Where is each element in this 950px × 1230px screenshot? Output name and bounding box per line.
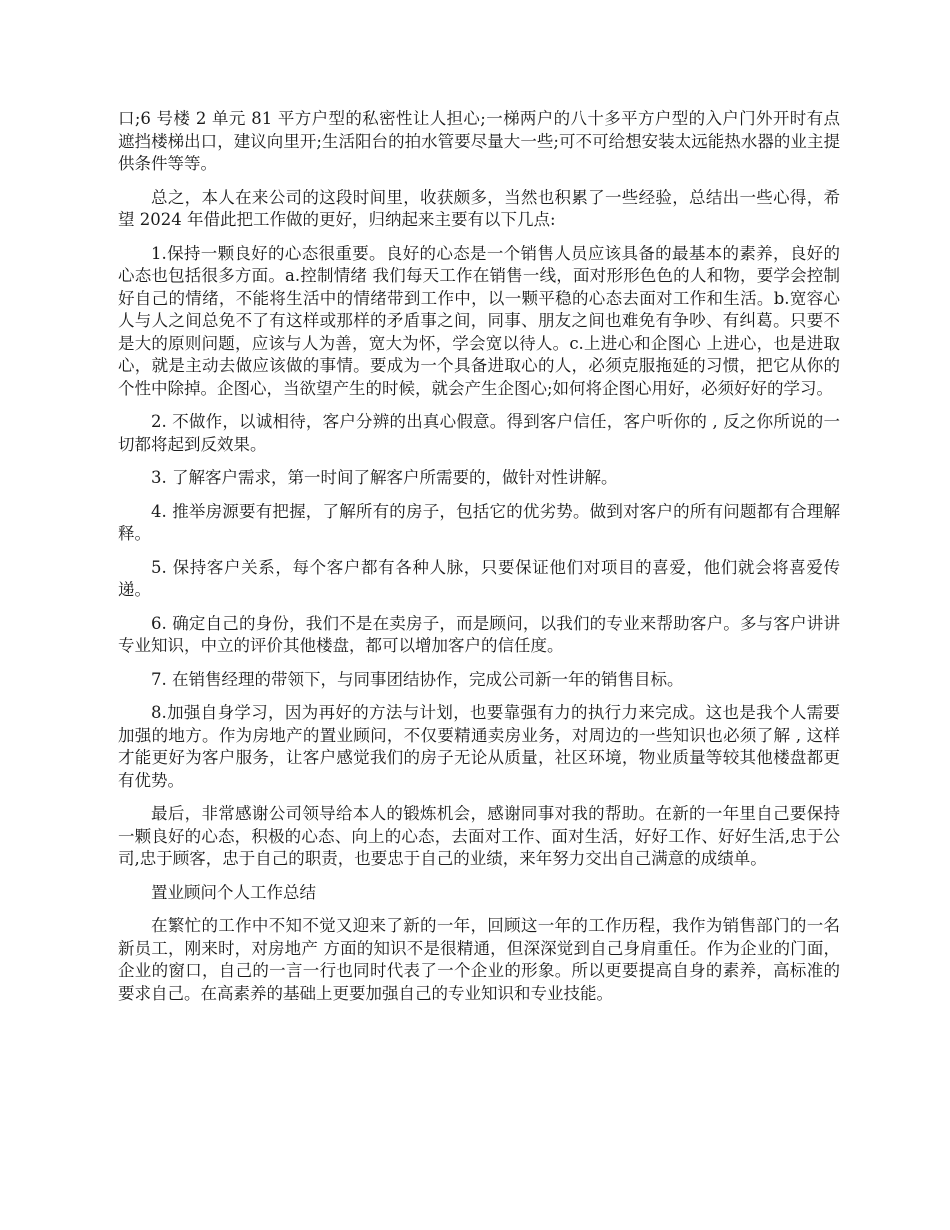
paragraph-point-6: 6. 确定自己的身份，我们不是在卖房子，而是顾问，以我们的专业来帮助客户。多与客户讲讲专业知识，中立的评价其他楼盘，都可以增加客户的信任度。: [118, 613, 840, 655]
paragraph-point-7: 7. 在销售经理的带领下，与同事团结协作，完成公司新一年的销售目标。: [151, 669, 684, 689]
paragraph-point-4: 4. 推举房源要有把握，了解所有的房子，包括它的优劣势。做到对客户的所有问题都有合理解释。: [118, 501, 840, 543]
section-heading: 置业顾问个人工作总结: [151, 882, 316, 902]
paragraph-continued: 口;6 号楼 2 单元 81 平方户型的私密性让人担心;一梯两户的八十多平方户型的入户门外开时有点遮挡楼梯出口，建议向里开;生活阳台的拍水管要尽量大一些;可不可给想安装太远能热水器的业主提供条件等等。: [118, 109, 840, 173]
paragraph-closing: 最后，非常感谢公司领导给本人的锻炼机会，感谢同事对我的帮助。在新的一年里自己要保持一颗良好的心态，积极的心态、向上的心态，去面对工作、面对生活，好好工作、好好生活,忠于公司,忠于顾客，忠于自己的职责，也要忠于自己的业绩，来年努力交出自己满意的成绩单。: [118, 804, 840, 868]
paragraph-summary-intro: 总之，本人在来公司的这段时间里，收获颇多，当然也积累了一些经验，总结出一些心得，希望 2024 年借此把工作做的更好，归纳起来主要有以下几点:: [118, 187, 840, 229]
paragraph-point-1: 1.保持一颗良好的心态很重要。良好的心态是一个销售人员应该具备的最基本的素养，良好的心态也包括很多方面。a.控制情绪 我们每天工作在销售一线，面对形形色色的人和物，要学会控制好自己的情绪，不能将生活中的情绪带到工作中，以一颗平稳的心态去面对工作和生活。b.宽容心 人与人之间总免不了有这样或那样的矛盾事之间，同事、朋友之间也难免有争吵、有纠葛。只要不是大的原则问题，应该与人为善，宽大为怀，学会宽以待人。c.上进心和企图心 上进心，也是进取心，就是主动去做应该做的事情。要成为一个具备进取心的人，必须克服拖延的习惯，把它从你的个性中除掉。企图心，当欲望产生的时候，就会产生企图心;如何将企图心用好，必须好好的学习。: [118, 243, 840, 398]
paragraph-new-section: 在繁忙的工作中不知不觉又迎来了新的一年，回顾这一年的工作历程，我作为销售部门的一名新员工，刚来时，对房地产 方面的知识不是很精通，但深深觉到自己身肩重任。作为企业的门面，企业的窗口，自己的一言一行也同时代表了一个企业的形象。所以更要提高自身的素养，高标准的要求自己。在高素养的基础上更要加强自己的专业知识和专业技能。: [118, 916, 840, 1003]
paragraph-point-8: 8.加强自身学习，因为再好的方法与计划，也要靠强有力的执行力来完成。这也是我个人需要加强的地方。作为房地产的置业顾问，不仅要精通卖房业务，对周边的一些知识也必须了解 , 这样才能更好为客户服务，让客户感觉我们的房子无论从质量，社区环境，物业质量等较其他楼盘都更有优势。: [118, 703, 840, 790]
paragraph-point-2: 2. 不做作，以诚相待，客户分辨的出真心假意。得到客户信任，客户听你的 , 反之你所说的一切都将起到反效果。: [118, 412, 840, 454]
paragraph-point-5: 5. 保持客户关系，每个客户都有各种人脉，只要保证他们对项目的喜爱，他们就会将喜爱传递。: [118, 557, 840, 599]
document-page: [118, 108, 840, 1016]
paragraph-point-3: 3. 了解客户需求，第一时间了解客户所需要的，做针对性讲解。: [151, 468, 618, 487]
